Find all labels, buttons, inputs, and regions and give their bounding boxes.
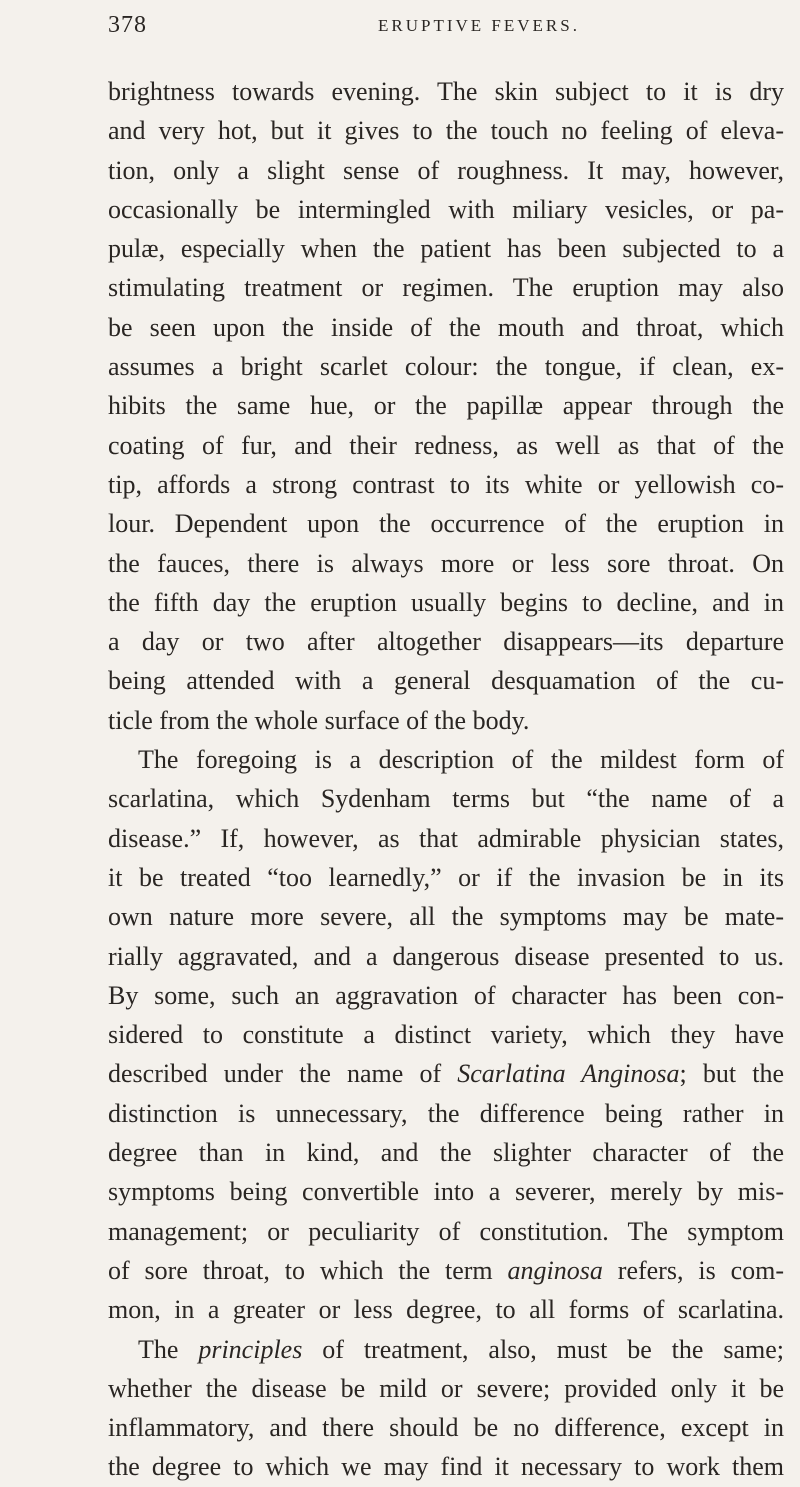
text-line: brightness towards evening. The skin subject to it is dry <box>108 77 784 106</box>
line-text: ; but the <box>679 1059 784 1089</box>
text-line: occasionally be intermingled with miliary vesicles, or pa- <box>108 194 784 224</box>
text-line <box>108 1054 784 1093</box>
text-line: whether the disease be mild or severe; provided only it be <box>108 1373 784 1403</box>
text-line: mon, in a greater or less degree, to all forms of scarlatina. <box>108 1295 784 1325</box>
text-line: tip, affords a strong contrast to its white or yellowish co- <box>108 469 784 499</box>
line-text: The <box>138 1334 199 1364</box>
line-text: of sore throat, to which the term <box>108 1255 508 1285</box>
running-title: ERUPTIVE FEVERS. <box>378 16 580 35</box>
line-text: described under the name of <box>108 1059 458 1089</box>
text-line: inflammatory, and there should be no difference, except in <box>108 1413 784 1443</box>
page-number: 378 <box>108 12 147 38</box>
running-head <box>108 12 788 42</box>
text-line: the fauces, there is always more or less sore throat. On <box>108 548 784 578</box>
text-line: being attended with a general desquamation of the cu- <box>108 666 784 696</box>
text-line: tion, only a slight sense of roughness. It may, however, <box>108 155 784 185</box>
text-line: it be treated “too learnedly,” or if the invasion be in its <box>108 862 784 892</box>
text-line: distinction is unnecessary, the difference being rather in <box>108 1098 784 1128</box>
body-text <box>108 72 784 1487</box>
line-text: of treatment, also, must be the same; <box>302 1334 784 1364</box>
text-line: ticle from the whole surface of the body. <box>108 705 530 735</box>
text-line: the fifth day the eruption usually begins to decline, and in <box>108 587 784 617</box>
text-line: degree than in kind, and the slighter character of the <box>108 1138 784 1168</box>
text-line: sidered to constitute a distinct variety, which they have <box>108 1020 784 1050</box>
text-line: be seen upon the inside of the mouth and throat, which <box>108 312 784 342</box>
text-line: By some, such an aggravation of character has been con- <box>108 980 784 1010</box>
text-line: own nature more severe, all the symptoms may be mate- <box>108 902 784 932</box>
text-line: coating of fur, and their redness, as well as that of the <box>108 430 784 460</box>
text-line <box>108 1251 784 1290</box>
text-line: scarlatina, which Sydenham terms but “the name of a <box>108 784 784 814</box>
text-line: rially aggravated, and a dangerous disease presented to us. <box>108 941 784 971</box>
text-line: assumes a bright scarlet colour: the tongue, if clean, ex- <box>108 352 784 382</box>
italic-term: Scarlatina Anginosa <box>457 1059 680 1089</box>
text-line: and very hot, but it gives to the touch no feeling of eleva- <box>108 116 784 146</box>
text-line: the degree to which we may find it necessary to work them <box>108 1452 784 1482</box>
italic-term: anginosa <box>507 1255 603 1285</box>
text-line: hibits the same hue, or the papillæ appear through the <box>108 391 784 421</box>
text-line: a day or two after altogether disappears—its departure <box>108 627 784 657</box>
text-line: lour. Dependent upon the occurrence of the eruption in <box>108 509 784 539</box>
text-line: pulæ, especially when the patient has been subjected to a <box>108 234 784 264</box>
text-line: management; or peculiarity of constitution. The symptom <box>108 1216 784 1246</box>
line-text: refers, is com- <box>602 1255 785 1285</box>
italic-term: principles <box>198 1334 303 1364</box>
text-line: disease.” If, however, as that admirable physician states, <box>108 823 784 853</box>
text-line <box>108 1330 784 1369</box>
text-line: symptoms being convertible into a severer, merely by mis- <box>108 1177 784 1207</box>
text-line: The foregoing is a description of the mildest form of <box>138 745 784 775</box>
text-line: stimulating treatment or regimen. The eruption may also <box>108 273 784 303</box>
